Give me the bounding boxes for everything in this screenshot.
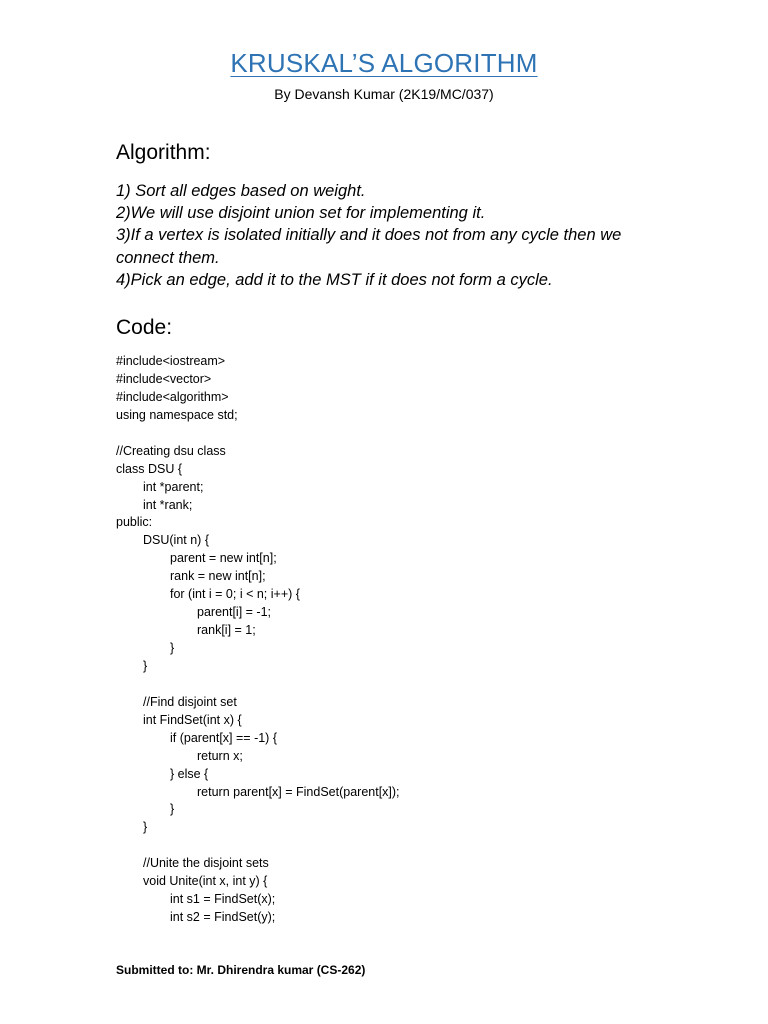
code-line: parent = new int[n];: [170, 551, 277, 566]
code-line: #include<vector>: [116, 371, 212, 386]
code-block: [116, 353, 676, 927]
code-line: int s2 = FindSet(y);: [170, 910, 276, 925]
code-line: rank = new int[n];: [170, 569, 266, 584]
code-line: [116, 425, 676, 443]
code-line: #include<iostream>: [116, 354, 226, 368]
code-line: rank[i] = 1;: [197, 623, 256, 638]
code-line: return parent[x] = FindSet(parent[x]);: [197, 784, 400, 799]
code-line: void Unite(int x, int y) {: [143, 874, 268, 889]
code-line: using namespace std;: [116, 407, 238, 422]
document-title-text: KRUSKAL’S ALGORITHM: [230, 48, 538, 78]
code-line: int FindSet(int x) {: [143, 712, 242, 727]
code-line: } else {: [170, 766, 209, 781]
author-line: By Devansh Kumar (2K19/MC/037): [274, 86, 494, 102]
code-line: parent[i] = -1;: [197, 605, 271, 620]
algorithm-steps: [116, 180, 676, 291]
algorithm-step: 1) Sort all edges based on weight.: [116, 182, 366, 200]
code-line: //Unite the disjoint sets: [143, 856, 269, 871]
code-line: }: [170, 641, 175, 655]
code-line: #include<algorithm>: [116, 389, 229, 404]
document-title: [0, 48, 768, 79]
code-line: return x;: [197, 748, 243, 763]
code-line: }: [143, 820, 148, 835]
code-line: public:: [116, 515, 153, 530]
algorithm-step: 4)Pick an edge, add it to the MST if it does not form a cycle.: [116, 270, 553, 289]
code-heading: Code:: [116, 316, 173, 339]
code-line: int *rank;: [143, 497, 193, 512]
code-line: //Find disjoint set: [143, 694, 237, 709]
code-line: [116, 676, 676, 694]
code-line: for (int i = 0; i < n; i++) {: [170, 587, 300, 602]
code-line: if (parent[x] == -1) {: [170, 730, 277, 745]
code-line: class DSU {: [116, 461, 182, 476]
code-line: }: [170, 802, 175, 817]
code-line: DSU(int n) {: [143, 533, 209, 548]
code-line: }: [143, 658, 148, 673]
code-line: int *parent;: [143, 479, 204, 494]
submission-footer: Submitted to: Mr. Dhirendra kumar (CS-262): [116, 963, 366, 977]
algorithm-heading: Algorithm:: [116, 141, 211, 164]
code-line: //Creating dsu class: [116, 443, 226, 458]
algorithm-step: 3)If a vertex is isolated initially and it does not from any cycle then we connect them.: [116, 226, 622, 267]
algorithm-step: 2)We will use disjoint union set for implementing it.: [116, 204, 486, 223]
code-line: [116, 837, 676, 855]
code-line: int s1 = FindSet(x);: [170, 892, 276, 907]
